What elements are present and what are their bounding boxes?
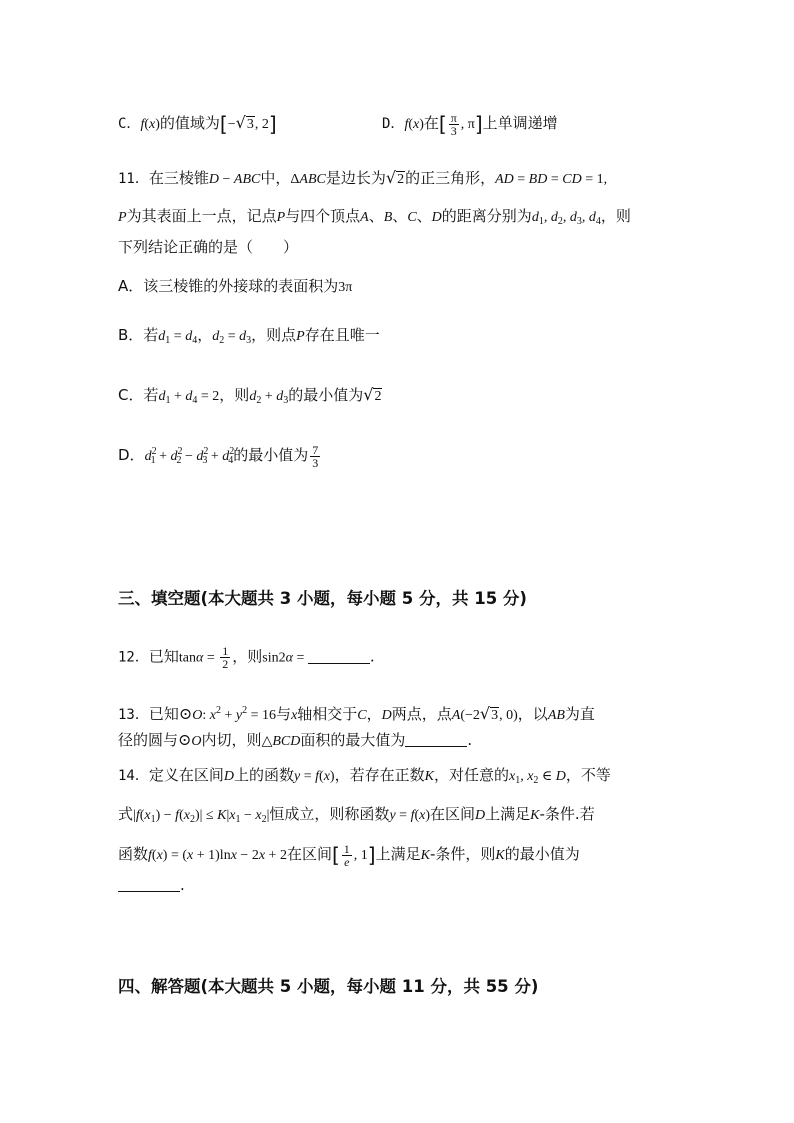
question-number: 13． bbox=[118, 707, 149, 723]
math-interval: [ $\frac{\pi}{3}$ , π] bbox=[438, 111, 483, 139]
q14-line2: 式$|f(x_1) - f(x_2)| \le K|x_1 - x_2|$恒成立，则称函数y = f(x)在区间D上满足K-条件.若 bbox=[118, 805, 595, 825]
q10-option-d: D．f(x)在[ $\frac{\pi}{3}$ , π]上单调递增 bbox=[382, 111, 558, 139]
q10-c-text: 的值域为 bbox=[159, 114, 220, 132]
question-number: 12． bbox=[118, 649, 149, 666]
option-label: D． bbox=[382, 116, 405, 132]
q11-option-b: B．若$d_1 = d_4$，$d_2 = d_3$，则点P存在且唯一 bbox=[118, 326, 380, 346]
q11-line3: 下列结论正确的是（ ） bbox=[118, 238, 299, 256]
q11-line2: P为其表面上一点，记点P与四个顶点A、B、C、D的距离分别为$d_1$, $d_2$, $d_3$, $d_4$，则 bbox=[118, 207, 631, 227]
section-4-title: 四、解答题(本大题共 5 小题，每小题 11 分，共 55 分) bbox=[118, 977, 539, 996]
math-range: [−√3, 2] bbox=[219, 112, 277, 136]
math-fx: f bbox=[140, 117, 145, 132]
answer-blank[interactable] bbox=[118, 877, 180, 892]
q12: 12．已知tanα = $\frac{1}{2}$ ，则sin2α = . bbox=[118, 644, 375, 671]
q14-line3: 函数f(x) = (x + 1)lnx − 2x + 2在区间[ $\frac{1}{e}$ , 1]上满足K-条件，则K的最小值为 bbox=[118, 842, 580, 870]
q11-line1: 11．在三棱锥D − ABC中，ΔABC是边长为√2的正三角形，AD = BD = CD = 1, bbox=[118, 168, 608, 187]
q10-option-c: C．f(x)的值域为[−√3, 2] bbox=[118, 112, 277, 136]
section-3-title: 三、填空题(本大题共 3 小题，每小题 5 分，共 15 分) bbox=[118, 589, 527, 608]
q11-option-d: D．$d^2_1 + d^2_2 - d^2_3 + d^2_4$的最小值为 $\frac{7}{3}$ bbox=[118, 442, 319, 470]
q13-line1: 13．已知⊙O: $x^2 + y^2 = 16$与x轴相交于C，D两点，点A(−2√3, 0)，以AB为直 bbox=[118, 704, 595, 723]
q14-line1: 14．定义在区间D上的函数y = f(x)，若存在正数K，对任意的$x_1$, $x_2$ ∈ D，不等 bbox=[118, 766, 611, 786]
option-label: C． bbox=[118, 116, 141, 132]
answer-blank[interactable] bbox=[308, 649, 370, 664]
q11-option-c: C．若$d_1 + d_4 = 2$，则$d_2 + d_3$的最小值为√2 bbox=[118, 385, 382, 406]
question-number: 14． bbox=[118, 768, 149, 784]
q11-option-a: A．该三棱锥的外接球的表面积为3π bbox=[118, 277, 353, 295]
q14-line4: . bbox=[118, 874, 185, 896]
question-number: 11． bbox=[118, 171, 149, 187]
answer-blank[interactable] bbox=[405, 732, 467, 747]
q13-line2: 径的圆与⊙O内切，则△BCD面积的最大值为 . bbox=[118, 731, 473, 749]
